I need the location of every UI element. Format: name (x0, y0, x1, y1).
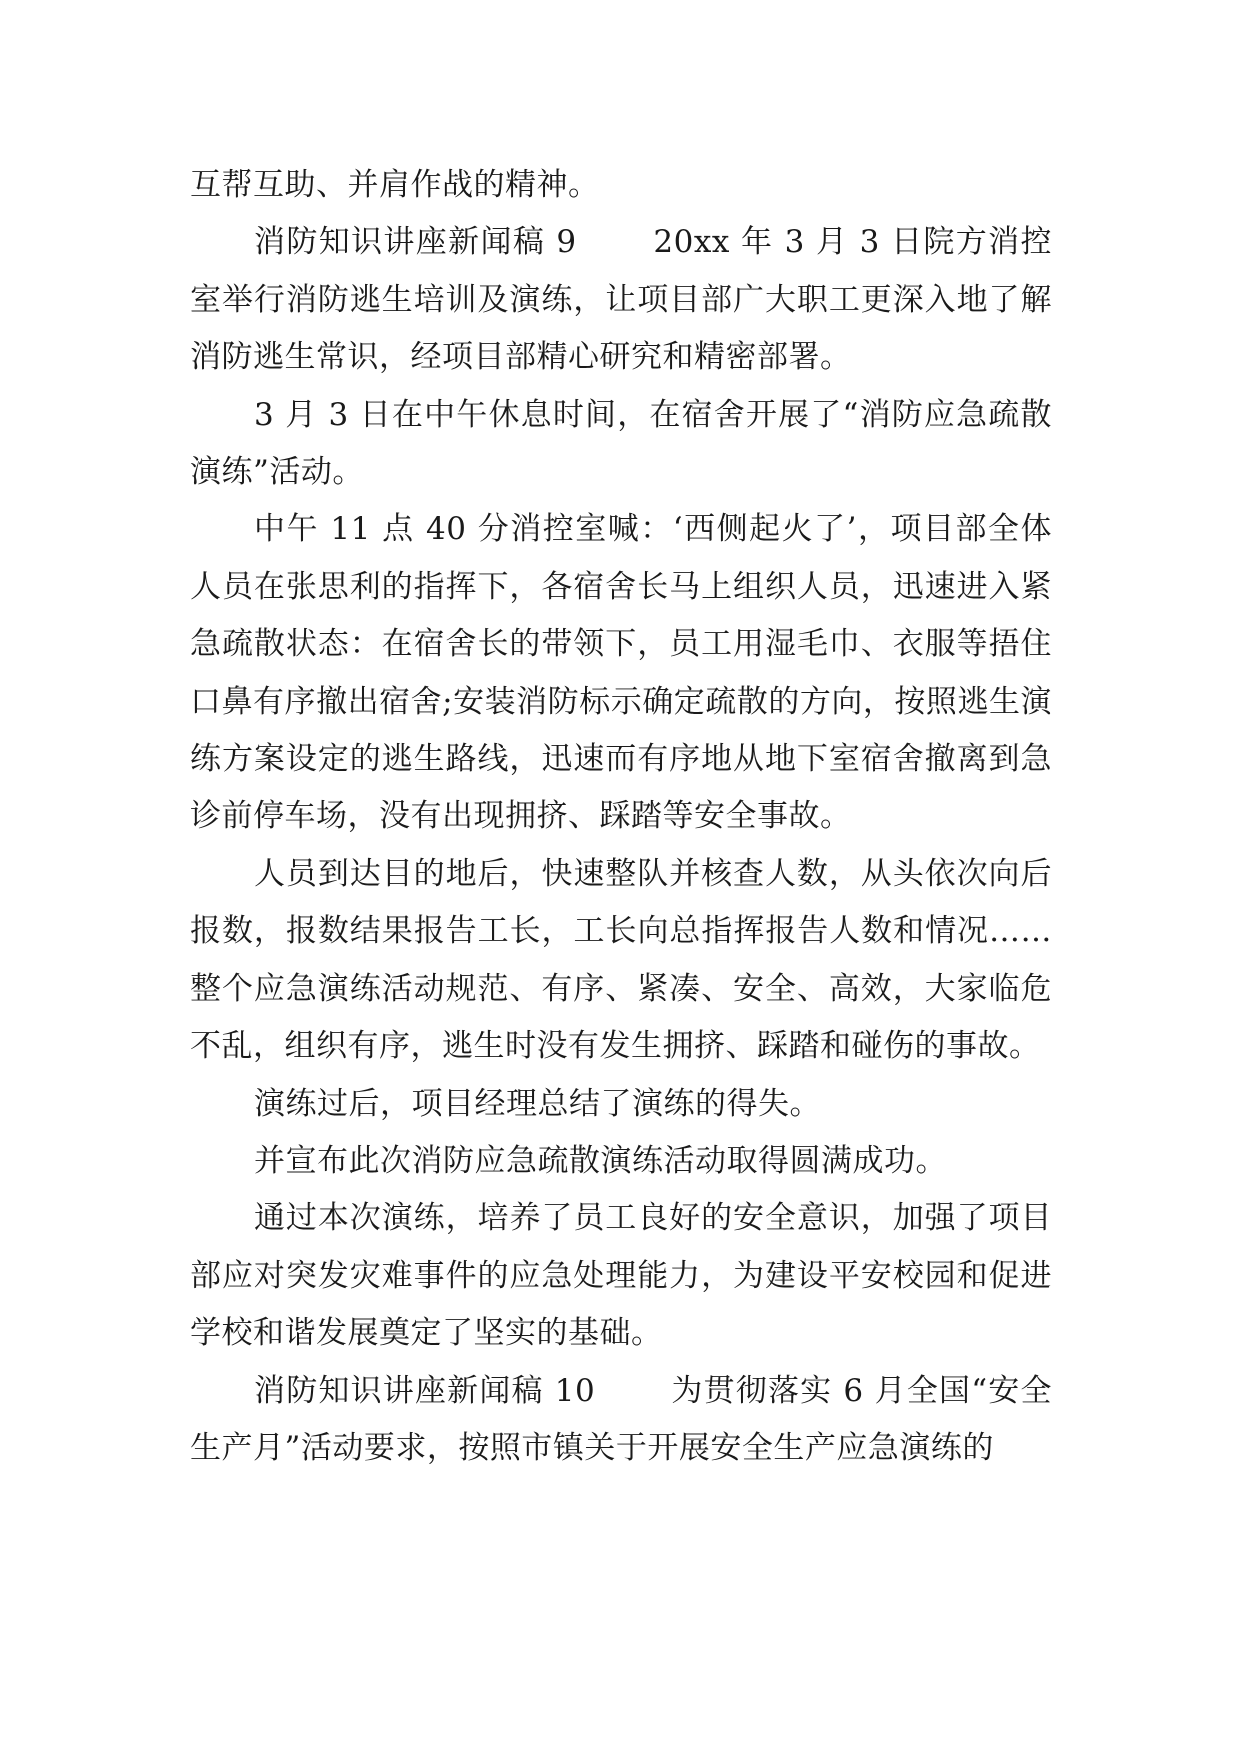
paragraph-continuation: 互帮互助、并肩作战的精神。 (190, 167, 600, 203)
paragraph-headcount: 人员到达目的地后，快速整队并核查人数，从头依次向后报数，报数结果报告工长，工长向总指挥报告人数和情况……整个应急演练活动规范、有序、紧凑、安全、高效，大家临危不乱，组织有序，逃生时没有发生拥挤、踩踏和碰伤的事故。 (190, 855, 1052, 1065)
paragraph-drill-process: 中午 11 点 40 分消控室喊：‘西侧起火了’，项目部全体人员在张思利的指挥下，各宿舍长马上组织人员，迅速进入紧急疏散状态：在宿舍长的带领下，员工用湿毛巾、衣服等捂住口鼻有序撤出宿舍;安装消防标示确定疏散的方向，按照逃生演练方案设定的逃生路线，迅速而有序地从地下室宿舍撤离到急诊前停车场，没有出现拥挤、踩踏等安全事故。 (190, 511, 1052, 835)
paragraph-drill-time: 3 月 3 日在中午休息时间，在宿舍开展了“消防应急疏散演练”活动。 (190, 396, 1052, 491)
document-body (190, 157, 1052, 1477)
paragraph-summary: 演练过后，项目经理总结了演练的得失。 (254, 1085, 821, 1122)
paragraph-news-9-intro: 消防知识讲座新闻稿 9 20xx 年 3 月 3 日院方消控室举行消防逃生培训及演练，让项目部广大职工更深入地了解消防逃生常识，经项目部精心研究和精密部署。 (190, 224, 1052, 376)
paragraph-news-10-intro: 消防知识讲座新闻稿 10 为贯彻落实 6 月全国“安全生产月”活动要求，按照市镇关于开展安全生产应急演练的 (190, 1372, 1052, 1466)
paragraph-conclusion: 通过本次演练，培养了员工良好的安全意识，加强了项目部应对突发灾难事件的应急处理能力，为建设平安校园和促进学校和谐发展奠定了坚实的基础。 (190, 1200, 1052, 1352)
paragraph-success: 并宣布此次消防应急疏散演练活动取得圆满成功。 (254, 1142, 947, 1179)
